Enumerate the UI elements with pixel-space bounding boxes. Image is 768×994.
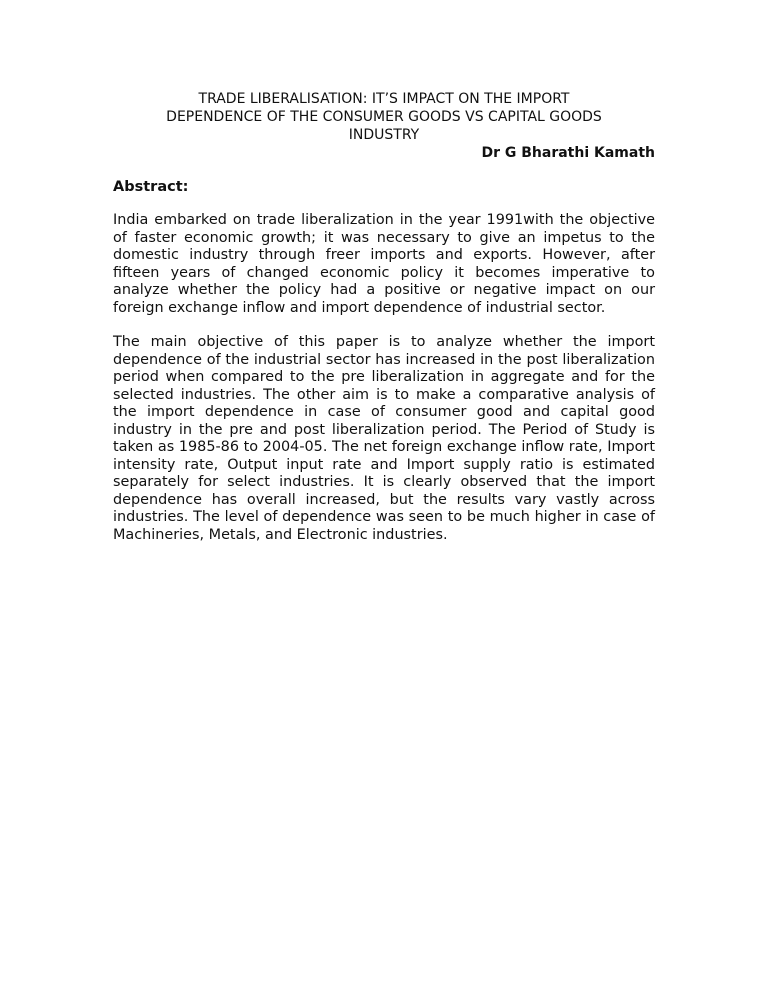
abstract-paragraph-2: The main objective of this paper is to analyze whether the import dependence of the industrial sector has increased in the post liberalization period when compared to the pre liberalization in aggregate and for the selected industries. The other aim is to make a comparative analysis of the import dependence in case of consumer good and capital good industry in the pre and post liberalization period. The Period of Study is taken as 1985-86 to 2004-05. The net foreign exchange inflow rate, Import intensity rate, Output input rate and Import supply ratio is estimated separately for select industries. It is clearly observed that the import dependence has overall increased, but the results vary vastly across industries. The level of dependence was seen to be much higher in case of Machineries, Metals, and Electronic industries. xyxy=(113,334,655,543)
document-title xyxy=(113,90,655,144)
author-name: Dr G Bharathi Kamath xyxy=(481,145,655,161)
title-line-2: DEPENDENCE OF THE CONSUMER GOODS VS CAPITAL GOODS xyxy=(166,109,602,125)
title-line-3: INDUSTRY xyxy=(348,127,420,143)
document-content xyxy=(113,90,655,544)
title-line-1: TRADE LIBERALISATION: IT’S IMPACT ON THE IMPORT xyxy=(198,91,570,107)
abstract-heading: Abstract: xyxy=(113,179,189,195)
abstract-paragraph-1: India embarked on trade liberalization in the year 1991with the objective of faster economic growth; it was necessary to give an impetus to the domestic industry through freer imports and exports. However, after fifteen years of changed economic policy it becomes imperative to analyze whether the policy had a positive or negative impact on our foreign exchange inflow and import dependence of industrial sector. xyxy=(113,212,655,316)
